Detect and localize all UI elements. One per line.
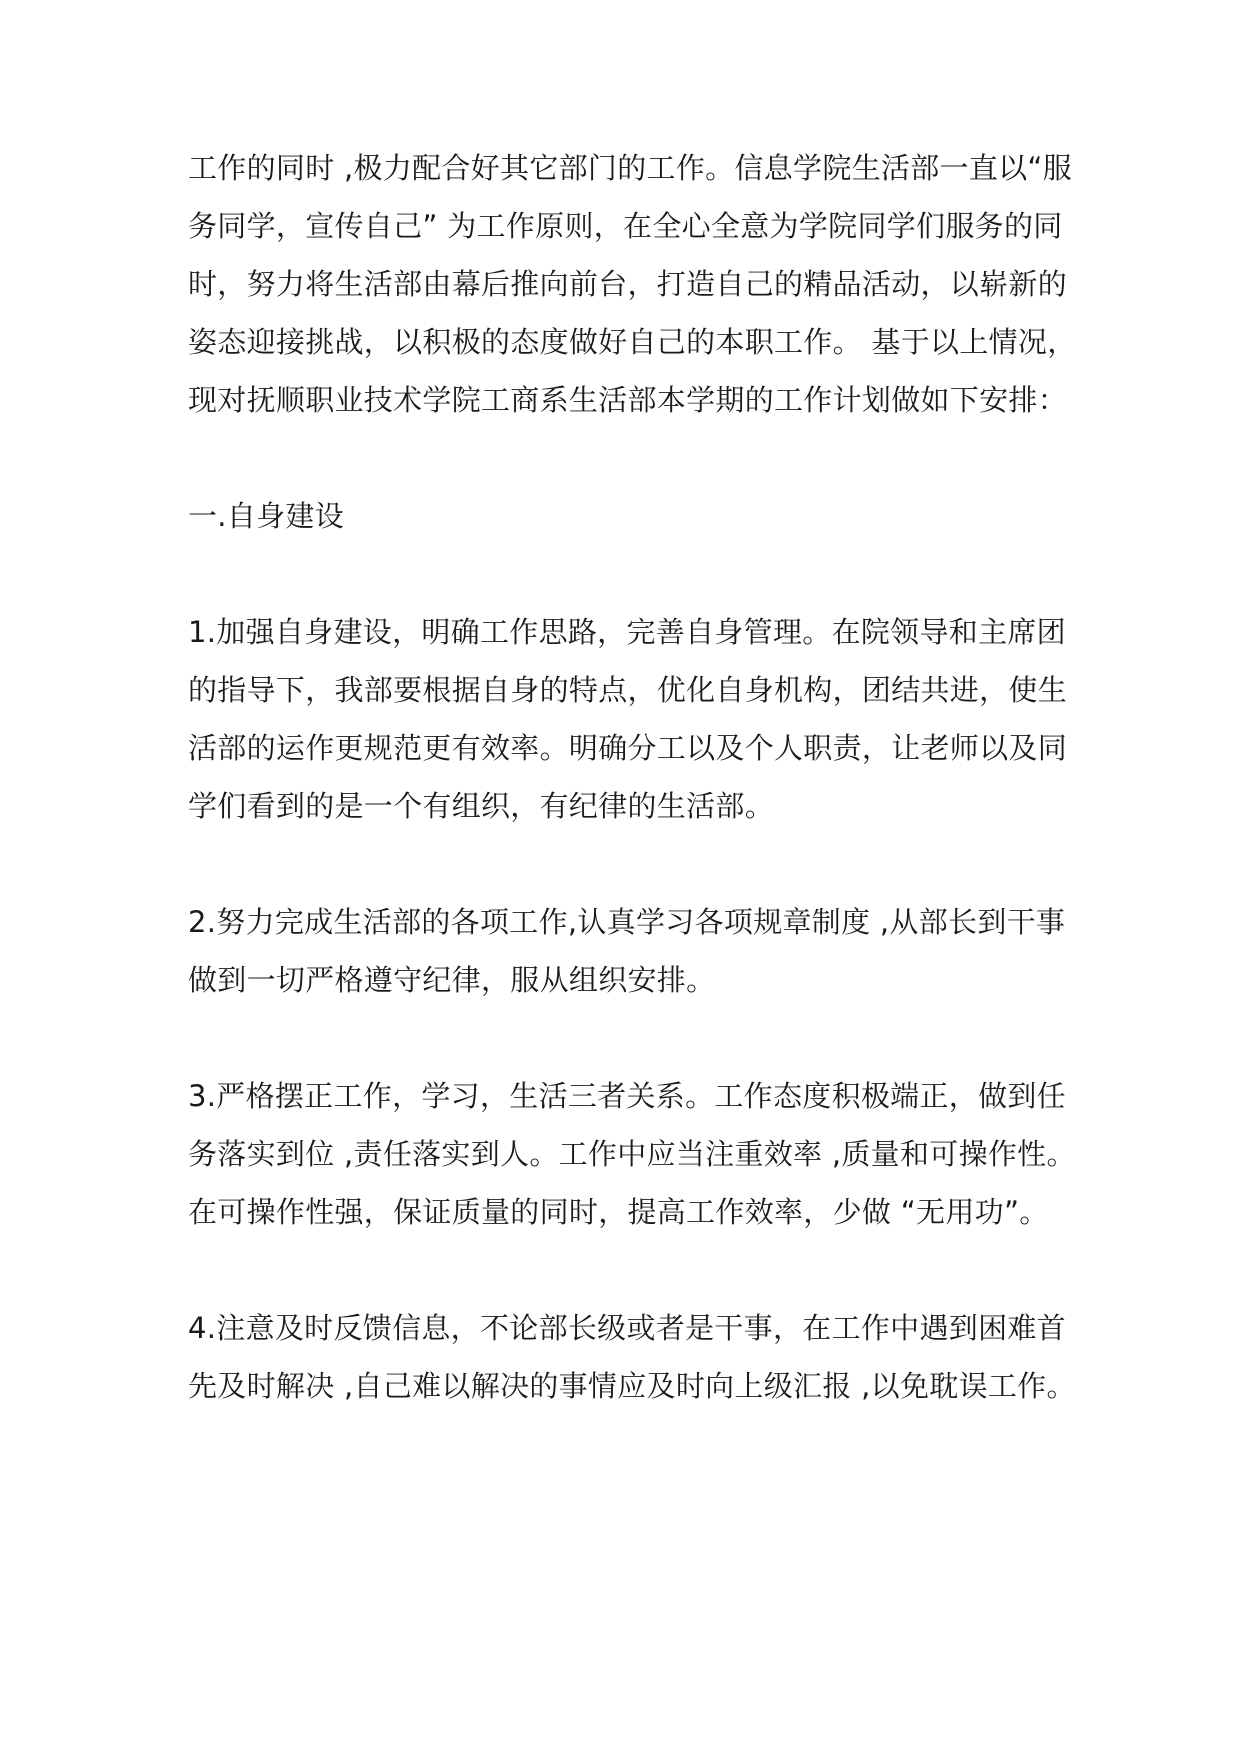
item4-line-1: 4.注意及时反馈信息，不论部长级或者是干事，在工作中遇到困难首 <box>188 1311 1066 1345</box>
section-heading: 一.自身建设 <box>188 499 345 533</box>
item4-line-2: 先及时解决 ,自己难以解决的事情应及时向上级汇报 ,以免耽误工作。 <box>188 1369 1076 1403</box>
intro-line-5: 现对抚顺职业技术学院工商系生活部本学期的工作计划做如下安排： <box>188 383 1068 417</box>
item3-line-1: 3.严格摆正工作，学习，生活三者关系。工作态度积极端正，做到任 <box>188 1079 1066 1113</box>
intro-line-1: 工作的同时 ,极力配合好其它部门的工作。信息学院生活部一直以“服 <box>188 151 1073 185</box>
item1-line-1: 1.加强自身建设，明确工作思路，完善自身管理。在院领导和主席团 <box>188 615 1066 649</box>
item3-line-2: 务落实到位 ,责任落实到人。工作中应当注重效率 ,质量和可操作性。 <box>188 1137 1076 1171</box>
item1-line-3: 活部的运作更规范更有效率。明确分工以及个人职责，让老师以及同 <box>188 731 1068 765</box>
item1-line-2: 的指导下，我部要根据自身的特点，优化自身机构，团结共进，使生 <box>188 673 1068 707</box>
item2-line-1: 2.努力完成生活部的各项工作,认真学习各项规章制度 ,从部长到干事 <box>188 905 1066 939</box>
intro-line-4: 姿态迎接挑战，以积极的态度做好自己的本职工作。 基于以上情况， <box>188 325 1077 359</box>
intro-line-2: 务同学，宣传自己” 为工作原则，在全心全意为学院同学们服务的同 <box>188 209 1063 243</box>
intro-line-3: 时，努力将生活部由幕后推向前台，打造自己的精品活动，以崭新的 <box>188 267 1068 301</box>
item3-line-3: 在可操作性强，保证质量的同时，提高工作效率，少做 “无用功”。 <box>188 1195 1049 1229</box>
item1-line-4: 学们看到的是一个有组织，有纪律的生活部。 <box>188 789 775 823</box>
item2-line-2: 做到一切严格遵守纪律，服从组织安排。 <box>188 963 716 997</box>
